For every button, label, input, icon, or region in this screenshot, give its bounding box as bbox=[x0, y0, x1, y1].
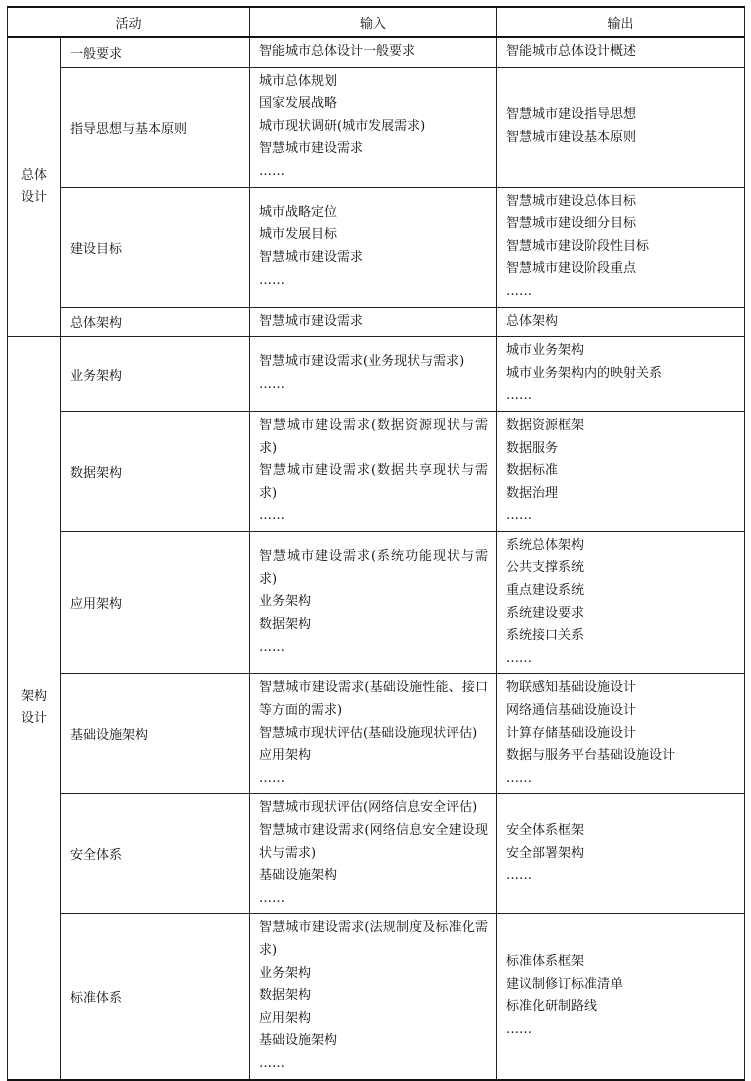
table-row bbox=[8, 187, 745, 307]
table-row bbox=[8, 411, 745, 531]
input-item: 智慧城市建设需求(数据资源现状与需求) bbox=[259, 417, 489, 456]
output-item: …… bbox=[506, 770, 533, 786]
output-item: 智慧城市建设细分目标 bbox=[506, 216, 637, 232]
table-row bbox=[8, 531, 745, 674]
input-item: …… bbox=[259, 770, 286, 786]
input-item: 应用架构 bbox=[259, 748, 312, 764]
output-item: 公共支撑系统 bbox=[506, 560, 585, 576]
output-item: 智能城市总体设计概述 bbox=[506, 44, 637, 59]
output-item: 智慧城市建设总体目标 bbox=[506, 193, 637, 209]
output-cell bbox=[497, 337, 745, 412]
activity-cell: 总体架构 bbox=[61, 307, 250, 337]
output-item: 智慧城市建设基本原则 bbox=[506, 130, 637, 146]
output-item: 总体架构 bbox=[506, 313, 559, 329]
output-item: 标准化研制路线 bbox=[506, 999, 598, 1015]
output-cell bbox=[497, 531, 745, 674]
input-item: 基础设施架构 bbox=[259, 868, 338, 884]
input-item: 城市战略定位 bbox=[259, 204, 338, 220]
input-item: 智慧城市建设需求(基础设施性能、接口等方面的需求) bbox=[259, 680, 489, 719]
input-item: …… bbox=[259, 890, 286, 906]
activity-cell: 建设目标 bbox=[61, 187, 250, 307]
output-item: 网络通信基础设施设计 bbox=[506, 703, 637, 719]
input-item: 智慧城市建设需求(系统功能现状与需求) bbox=[259, 549, 489, 587]
activity-cell: 应用架构 bbox=[61, 531, 250, 674]
output-item: 物联感知基础设施设计 bbox=[506, 680, 637, 696]
activity-cell: 一般要求 bbox=[61, 37, 250, 67]
table-row bbox=[8, 67, 745, 187]
output-item: 计算存储基础设施设计 bbox=[506, 725, 637, 741]
input-cell bbox=[250, 411, 497, 531]
output-cell bbox=[497, 674, 745, 794]
group-label: 总体 设计 bbox=[8, 37, 61, 337]
output-cell bbox=[497, 37, 745, 67]
input-item: 智慧城市建设需求(业务现状与需求) bbox=[259, 354, 465, 370]
table-row bbox=[8, 914, 745, 1080]
input-item: 业务架构 bbox=[259, 594, 312, 610]
output-cell bbox=[497, 307, 745, 337]
input-cell bbox=[250, 37, 497, 67]
output-cell bbox=[497, 67, 745, 187]
output-item: …… bbox=[506, 1022, 533, 1038]
input-item: 城市总体规划 bbox=[259, 73, 338, 89]
table-row bbox=[8, 37, 745, 67]
output-item: …… bbox=[506, 508, 533, 524]
input-cell bbox=[250, 531, 497, 674]
activity-io-table bbox=[7, 6, 745, 1081]
input-item: 数据架构 bbox=[259, 616, 312, 632]
input-item: 智慧城市建设需求(法规制度及标准化需求) bbox=[259, 920, 489, 958]
output-item: 系统接口关系 bbox=[506, 628, 585, 644]
output-cell bbox=[497, 794, 745, 914]
input-item: 智慧城市建设需求 bbox=[259, 141, 364, 157]
output-item: 智慧城市建设阶段性目标 bbox=[506, 238, 650, 254]
input-item: 智慧城市建设需求(数据共享现状与需求) bbox=[259, 463, 489, 501]
input-item: 城市发展目标 bbox=[259, 227, 338, 243]
activity-cell: 指导思想与基本原则 bbox=[61, 67, 250, 187]
output-item: 系统建设要求 bbox=[506, 605, 585, 621]
activity-cell: 安全体系 bbox=[61, 794, 250, 914]
input-cell bbox=[250, 337, 497, 412]
table-row bbox=[8, 674, 745, 794]
output-item: 重点建设系统 bbox=[506, 583, 585, 599]
header-input: 输入 bbox=[250, 7, 497, 37]
header-activity: 活动 bbox=[8, 7, 250, 37]
input-cell bbox=[250, 674, 497, 794]
output-item: 安全部署架构 bbox=[506, 845, 585, 861]
input-cell bbox=[250, 307, 497, 337]
input-item: 智慧城市建设需求(网络信息安全建设现状与需求) bbox=[259, 823, 489, 861]
input-item: 应用架构 bbox=[259, 1010, 312, 1026]
table-header-row bbox=[8, 7, 745, 37]
activity-cell: 标准体系 bbox=[61, 914, 250, 1080]
output-item: 数据服务 bbox=[506, 440, 559, 456]
header-output: 输出 bbox=[497, 7, 745, 37]
output-cell bbox=[497, 411, 745, 531]
activity-cell: 数据架构 bbox=[61, 411, 250, 531]
output-item: 智慧城市建设指导思想 bbox=[506, 107, 637, 123]
output-item: 智慧城市建设阶段重点 bbox=[506, 261, 637, 277]
output-item: …… bbox=[506, 283, 533, 299]
input-item: 智慧城市现状评估(网络信息安全评估) bbox=[259, 800, 478, 816]
activity-cell: 基础设施架构 bbox=[61, 674, 250, 794]
input-item: 智能城市总体设计一般要求 bbox=[259, 44, 416, 59]
output-item: 标准体系框架 bbox=[506, 954, 585, 970]
output-item: 安全体系框架 bbox=[506, 823, 585, 838]
input-item: 智慧城市建设需求 bbox=[259, 250, 364, 266]
output-item: 数据标准 bbox=[506, 463, 559, 479]
input-item: 城市现状调研(城市发展需求) bbox=[259, 118, 426, 134]
table-body bbox=[8, 37, 745, 1080]
output-cell bbox=[497, 187, 745, 307]
input-cell bbox=[250, 794, 497, 914]
table-row bbox=[8, 307, 745, 337]
group-label: 架构 设计 bbox=[8, 337, 61, 1080]
output-item: …… bbox=[506, 868, 533, 884]
output-item: …… bbox=[506, 388, 533, 404]
input-item: 智慧城市建设需求 bbox=[259, 313, 364, 329]
input-item: …… bbox=[259, 1055, 286, 1071]
input-item: …… bbox=[259, 508, 286, 524]
output-item: 数据治理 bbox=[506, 485, 559, 501]
input-cell bbox=[250, 187, 497, 307]
output-cell bbox=[497, 914, 745, 1080]
input-item: 业务架构 bbox=[259, 965, 312, 981]
output-item: 数据与服务平台基础设施设计 bbox=[506, 748, 676, 764]
input-item: …… bbox=[259, 639, 286, 655]
output-item: 城市业务架构内的映射关系 bbox=[506, 365, 663, 381]
input-item: …… bbox=[259, 163, 286, 179]
input-item: 智慧城市现状评估(基础设施现状评估) bbox=[259, 725, 478, 741]
input-cell bbox=[250, 914, 497, 1080]
input-item: 国家发展战略 bbox=[259, 96, 338, 112]
output-item: 数据资源框架 bbox=[506, 417, 585, 433]
activity-cell: 业务架构 bbox=[61, 337, 250, 412]
output-item: 系统总体架构 bbox=[506, 537, 585, 553]
input-cell bbox=[250, 67, 497, 187]
input-item: …… bbox=[259, 272, 286, 288]
output-item: 建议制修订标准清单 bbox=[506, 976, 624, 992]
input-item: 数据架构 bbox=[259, 988, 312, 1004]
input-item: 基础设施架构 bbox=[259, 1033, 338, 1049]
table-row bbox=[8, 337, 745, 412]
input-item: …… bbox=[259, 377, 286, 393]
table-row bbox=[8, 794, 745, 914]
output-item: …… bbox=[506, 650, 533, 666]
output-item: 城市业务架构 bbox=[506, 343, 585, 359]
